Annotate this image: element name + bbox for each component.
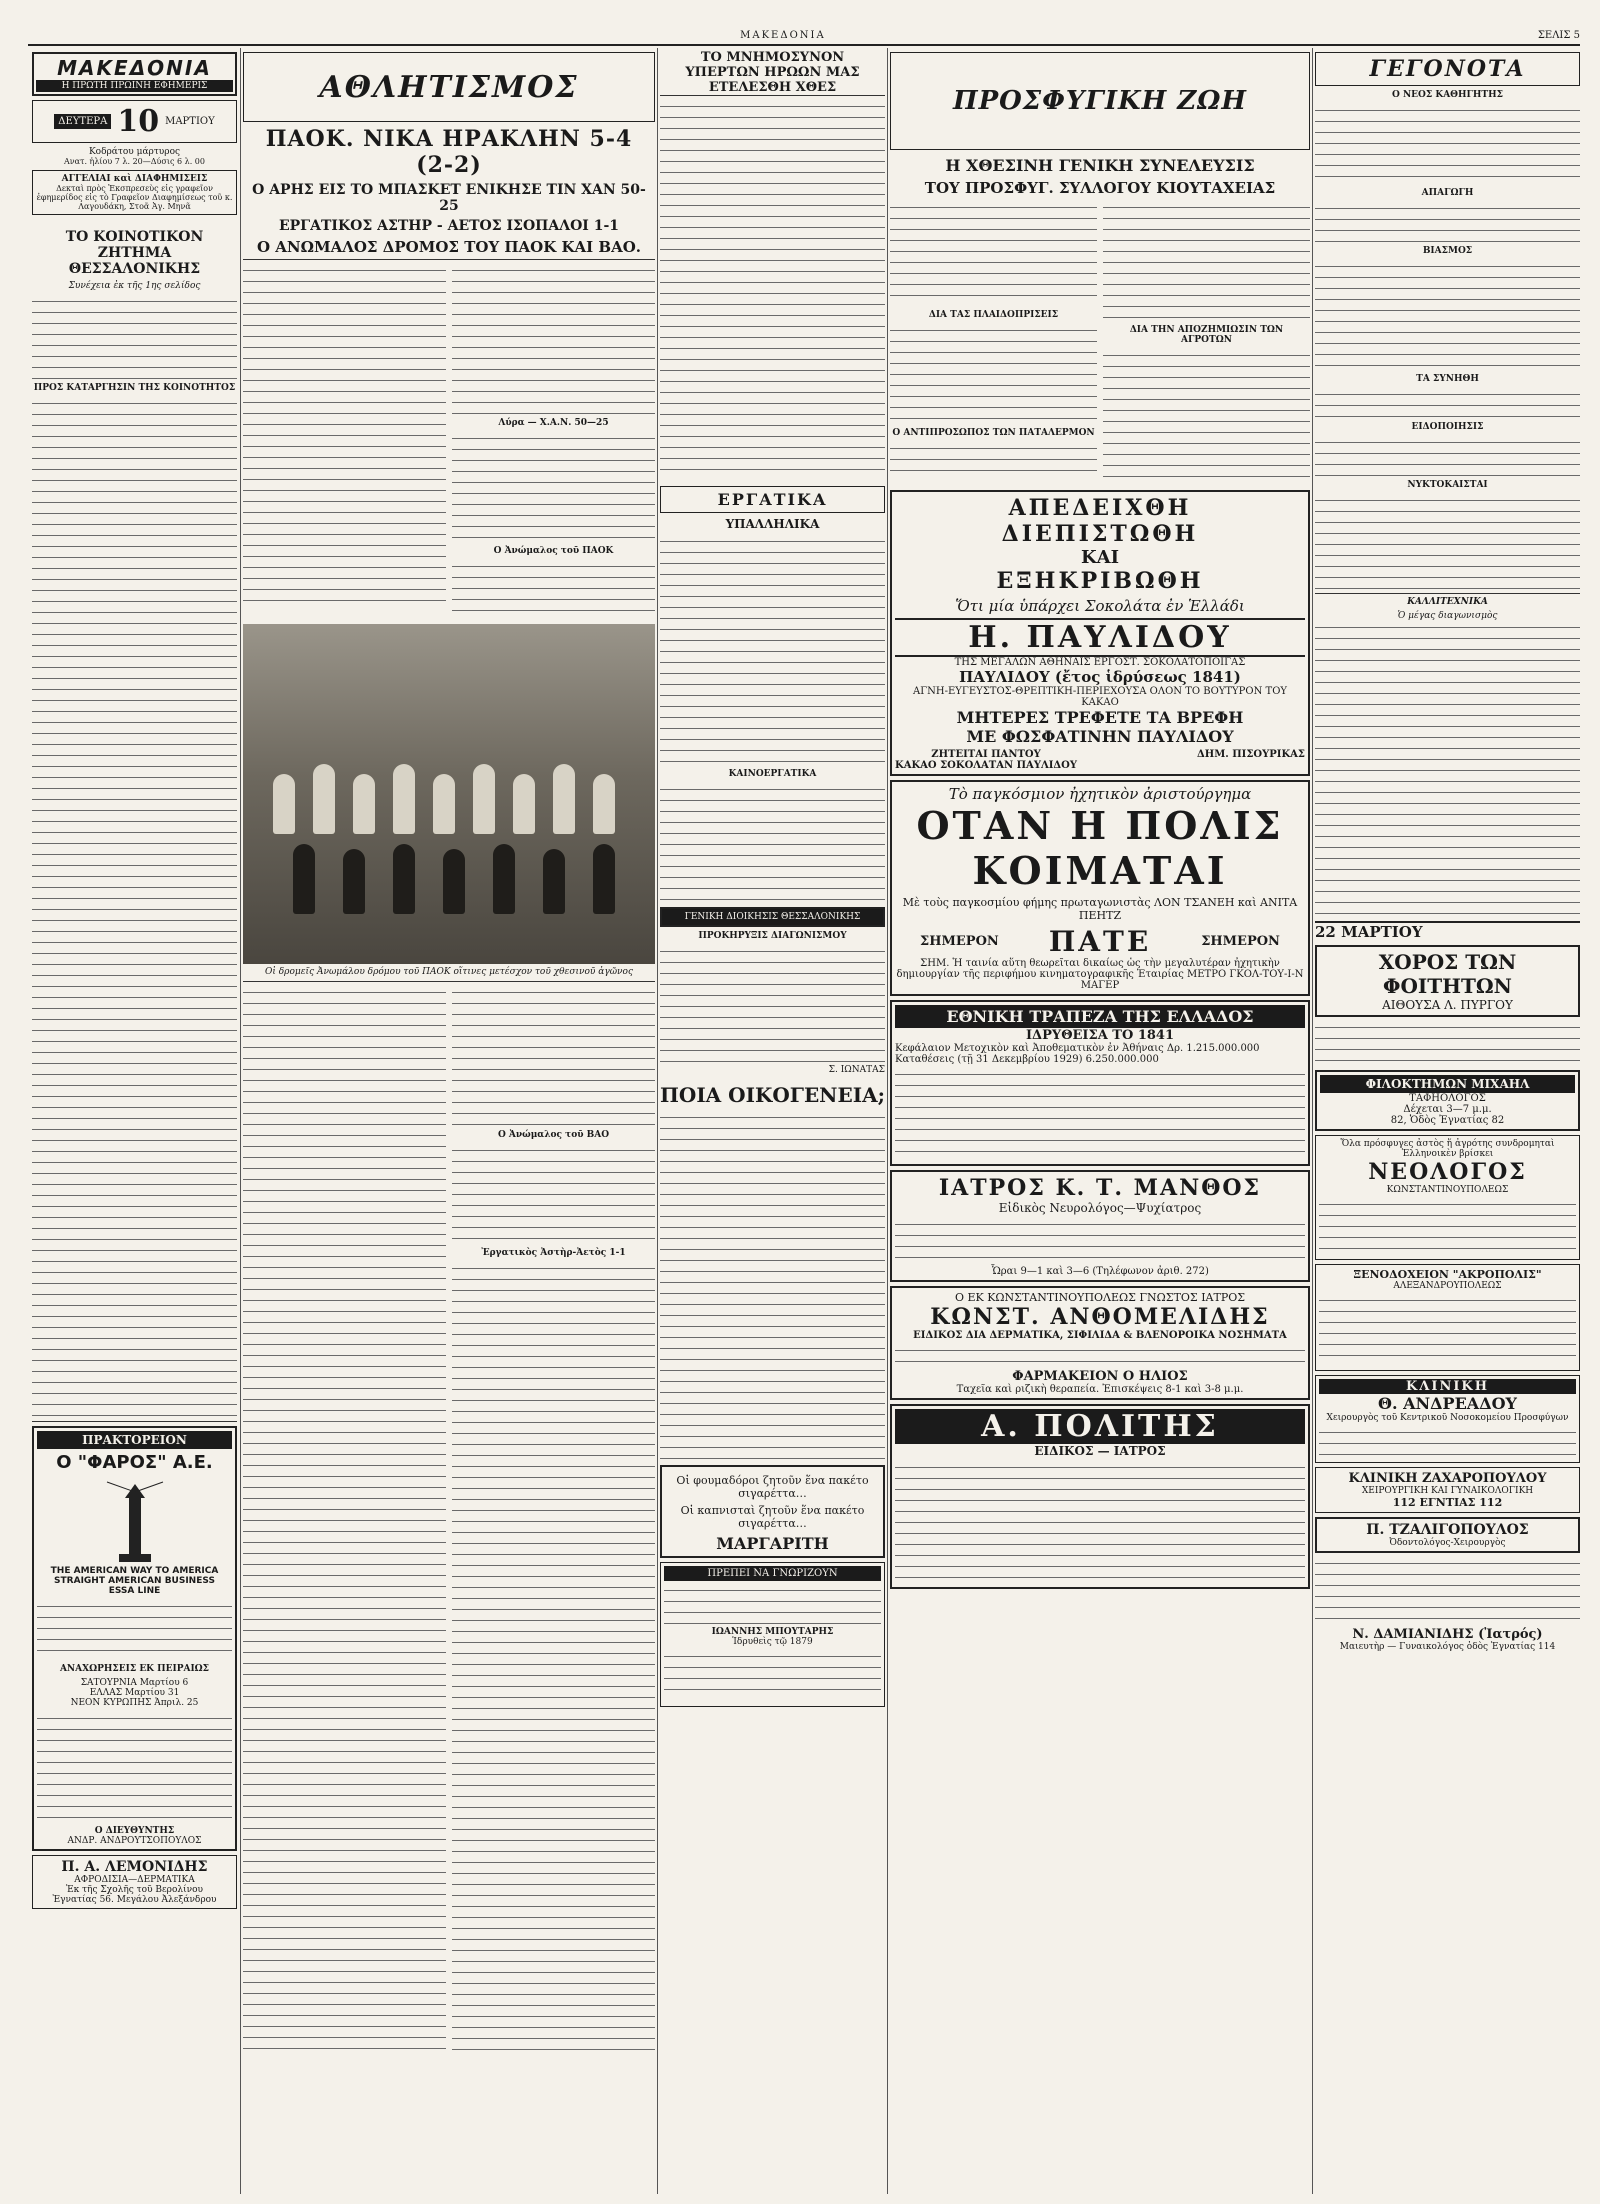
doctor-manthos-specialty: Εἰδικὸς Νευρολόγος—Ψυχίατρος <box>998 1201 1202 1215</box>
column-3 <box>660 48 885 2194</box>
agency-ad <box>32 1426 237 1851</box>
chocolate-ad-line: ΜΕ ΦΩΣΦΑΤΙΝΗΝ ΠΑΥΛΙΔΟΥ <box>966 727 1234 746</box>
doctor-anthomelidis-ad <box>890 1286 1310 1400</box>
neologos-intro: Ὅλα πρόσφυγες ἀστὸς ἥ ἀγρότης συνδρομηταὶ Ἑλληνοικὲν βρίσκει <box>1340 1139 1555 1159</box>
agency-ad-name: Ο "ΦΑΡΟΣ" Α.Ε. <box>56 1452 213 1473</box>
date-number: 10 <box>117 104 160 139</box>
memorial-title: ΥΠΕΡΤΩΝ ΗΡΩΩΝ ΜΑΣ <box>685 65 860 80</box>
doctor-manthos-hours: Ὧραι 9—1 καὶ 3—6 (Τηλέφωνον ἀριθ. 272) <box>991 1266 1209 1277</box>
masthead-subtitle: Η ΠΡΩΤΗ ΠΡΩΙΝΗ ΕΦΗΜΕΡΙΣ <box>36 80 233 92</box>
chocolate-ad-line: ΑΓΝΗ-ΕΥΓΕΥΣΤΟΣ-ΘΡΕΠΤΙΚΗ-ΠΕΡΙΕΧΟΥΣΑ ΟΛΟΝ ΤΟ ΒΟΥΤΥΡΟΝ ΤΟΥ ΚΑΚΑΟ <box>912 686 1287 708</box>
notice-signature: Σ. ΙΩΝΑΤΑΣ <box>828 1065 885 1075</box>
divider <box>243 981 655 982</box>
film-title: ΟΤΑΝ Η ΠΟΛΙΣ <box>916 803 1284 848</box>
headline-anomalos: Ο ΑΝΩΜΑΛΟΣ ΔΡΟΜΟΣ ΤΟΥ ΠΑΟΚ ΚΑΙ ΒΑΟ. <box>243 238 655 260</box>
date-box <box>32 100 237 143</box>
dance-date: 22 ΜΑΡΤΙΟΥ <box>1315 921 1580 941</box>
agency-ad-text <box>37 1600 232 1660</box>
doctor-politis-ad <box>890 1404 1310 1589</box>
dance-venue: ΑΙΘΟΥΣΑ Λ. ΠΥΡΓΟΥ <box>1382 998 1513 1012</box>
runner-figure <box>313 764 335 834</box>
director-label: Ο ΔΙΕΥΘΥΝΤΗΣ <box>94 1826 175 1836</box>
sports-section-title: ΑΘΛΗΤΙΣΜΟΣ <box>319 69 579 105</box>
column-2 <box>243 48 655 2194</box>
events-subhead: Ο ΝΕΟΣ ΚΑΘΗΓΗΤΗΣ <box>1391 90 1503 100</box>
events-subhead: ΝΥΚΤΟΚΑΙΣΤΑΙ <box>1407 480 1488 490</box>
date-saint: Κοδράτου μάρτυρος <box>88 147 181 157</box>
clinic2-ad <box>1315 1467 1580 1513</box>
lighthouse-icon <box>37 1476 232 1566</box>
agency-ad-title: ΠΡΑΚΤΟΡΕΙΟΝ <box>37 1431 232 1449</box>
dance-title: ΧΟΡΟΣ ΤΩΝ ΦΟΙΤΗΤΩΝ <box>1378 950 1517 998</box>
film-intro: Τὸ παγκόσμιον ἠχητικὸν ἀριστούργημα <box>948 785 1252 803</box>
ships-title: ΑΝΑΧΩΡΗΣΕΙΣ ΕΚ ΠΕΙΡΑΙΩΣ <box>59 1664 210 1674</box>
arts-subtitle: Ὁ μέγας διαγωνισμὸς <box>1397 611 1498 621</box>
events-subhead: ΤΑ ΣΥΝΗΘΗ <box>1416 374 1479 384</box>
doctor-manthos-ad <box>890 1170 1310 1282</box>
subhead-farmers: ΔΙΑ ΤΗΝ ΑΠΟΖΗΜΙΩΣΙΝ ΤΩΝ ΑΓΡΟΤΩΝ <box>1129 325 1284 345</box>
article-body-text <box>1315 388 1580 418</box>
article-body-text <box>32 295 237 379</box>
doctor-politis-name: Α. ΠΟΛΙΤΗΣ <box>895 1409 1305 1444</box>
article-body-text <box>1315 436 1580 476</box>
cigarette-ad <box>660 1465 885 1558</box>
article-body-text <box>1315 494 1580 589</box>
runner-figure <box>443 849 465 914</box>
events-subhead: ΕΙΔΟΠΟΙΗΣΙΣ <box>1411 422 1484 432</box>
refugee-section-title: ΠΡΟΣΦΥΓΙΚΗ ΖΩΗ <box>953 86 1247 116</box>
bank-capital: Κεφάλαιον Μετοχικὸν καὶ Ἀποθεματικὸν ἐν Ἀθήναις Δρ. 1.215.000.000 <box>895 1043 1260 1054</box>
chocolate-ad-text: Ὅτι μία ὑπάρχει Σοκολάτα ἐν Ἑλλάδι <box>955 597 1245 615</box>
article-body-text <box>32 397 237 1417</box>
article-body-text <box>452 264 655 414</box>
bank-text <box>895 1068 1305 1158</box>
runners-photo <box>243 624 655 964</box>
labour-subhead: ΚΑΙΝΟΕΡΓΑΤΙΚΑ <box>728 769 817 779</box>
doctor-politis-specialty: ΕΙΔΙΚΟΣ — ΙΑΤΡΟΣ <box>1034 1444 1166 1458</box>
photo-caption: Οἱ δρομεῖς Ἀνωμάλου δρόμου τοῦ ΠΑΟΚ οἵτινες μετέσχον τοῦ χθεσινοῦ ἀγῶνος <box>264 967 633 977</box>
neologos-title: ΝΕΟΛΟΓΟΣ <box>1368 1159 1527 1185</box>
score-line: Λύρα — Χ.Α.Ν. 50—25 <box>498 418 609 428</box>
headline-paok: ΠΑΟΚ. ΝΙΚΑ ΗΡΑΚΛΗΝ 5-4 (2-2) <box>265 126 633 178</box>
events-section-title: ΓΕΓΟΝΟΤΑ <box>1369 56 1526 82</box>
bank-year: ΙΔΡΥΘΕΙΣΑ ΤΟ 1841 <box>1025 1028 1175 1043</box>
clinic-ad <box>1315 1375 1580 1463</box>
agency-ad-slogan: ESSA LINE <box>108 1586 161 1596</box>
runner-figure <box>353 774 375 834</box>
neologos-ad <box>1315 1135 1580 1260</box>
doctor-school: Ἐκ τῆς Σχολῆς τοῦ Βερολίνου <box>66 1885 203 1895</box>
chocolate-ad-line: ΜΗΤΕΡΕΣ ΤΡΕΦΕΤΕ ΤΑ ΒΡΕΦΗ <box>956 708 1244 727</box>
column-4 <box>890 48 1310 2194</box>
subhead-vao-race: Ο Ἀνώμαλος τοῦ ΒΑΟ <box>497 1130 610 1140</box>
subhead-paok-race: Ο Ἀνώμαλος τοῦ ΠΑΟΚ <box>493 546 614 556</box>
date-sun: Ανατ. ἡλίου 7 λ. 20—Δύσις 6 λ. 00 <box>64 157 205 166</box>
chocolate-ad-line: ΖΗΤΕΙΤΑΙ ΠΑΝΤΟΥ <box>931 749 1041 760</box>
article-body-text <box>660 100 885 480</box>
events-subhead: ΚΑΛΛΙΤΕΧΝΙΚΑ <box>1315 593 1580 607</box>
clinic2-title: ΚΛΙΝΙΚΗ ΖΑΧΑΡΟΠΟΥΛΟΥ <box>1348 1471 1547 1486</box>
ads-notice-title: ΑΓΓΕΛΙΑΙ καὶ ΔΙΑΦΗΜΙΣΕΙΣ <box>61 174 208 184</box>
doctor-anthomelidis-specialty: ΕΙΔΙΚΟΣ ΔΙΑ ΔΕΡΜΑΤΙΚΑ, ΣΙΦΙΛΙΔΑ & ΒΛΕΝΟΡΟΙΚΑ ΝΟΣΗΜΑΤΑ <box>913 1330 1287 1341</box>
runner-figure <box>553 764 575 834</box>
article-body-text <box>452 986 655 1126</box>
clinic-text: Χειρουργὸς τοῦ Κεντρικοῦ Νοσοκομείου Προσφύγων <box>1326 1413 1569 1423</box>
article-subtitle: Συνέχεια ἐκ τῆς 1ης σελίδος <box>68 281 201 291</box>
article-body-text <box>1315 202 1580 242</box>
ships-line: ΣΑΤΟΥΡΝΙΑ Μαρτίου 6 <box>80 1678 189 1688</box>
article-body-text <box>890 442 1097 472</box>
article-body-text <box>452 1262 655 2052</box>
bank-ad <box>890 1000 1310 1166</box>
headline-aris: Ο ΑΡΗΣ ΕΙΣ ΤΟ ΜΠΑΣΚΕΤ ΕΝΙΚΗΣΕ ΤΙΝ ΧΑΝ 50-25 <box>252 182 646 214</box>
chocolate-ad-title: ΑΠΕΔΕΙΧΘΗ <box>1008 495 1192 521</box>
article-body-text <box>1315 1557 1580 1627</box>
runner-figure <box>393 764 415 834</box>
article-body-text <box>1315 260 1580 370</box>
hotel-ad <box>1315 1264 1580 1371</box>
ads-notice-box <box>32 170 237 215</box>
lawyer-address: 82, Ὁδὸς Ἐγνατίας 82 <box>1390 1115 1505 1126</box>
neologos-subtitle: ΚΩΝΣΤΑΝΤΙΝΟΥΠΟΛΕΩΣ <box>1386 1185 1509 1195</box>
date-day: ΔΕΥΤΕΡΑ <box>54 114 111 129</box>
runner-figure <box>593 774 615 834</box>
runner-figure <box>493 844 515 914</box>
clinic2-text: ΧΕΙΡΟΥΡΓΙΚΗ ΚΑΙ ΓΥΝΑΙΚΟΛΟΓΙΚΗ <box>1361 1486 1534 1496</box>
chocolate-ad-line: ΚΑΚΑΟ ΣΟΚΟΛΑΤΑΝ ΠΑΥΛΙΔΟΥ <box>895 760 1078 771</box>
column-rule <box>1312 48 1313 2194</box>
cigarette-ad-text: Οἱ φουμαδόροι ζητοῦν ἕνα πακέτο σιγαρέττα… <box>676 1474 869 1500</box>
clinic-doctor: Θ. ΑΝΔΡΕΑΔΟΥ <box>1378 1394 1517 1413</box>
runner-figure <box>273 774 295 834</box>
clinic-title: ΚΛΙΝΙΚΗ <box>1319 1379 1576 1394</box>
runner-figure <box>593 844 615 914</box>
doctor-damianidis-address: Μαιευτὴρ — Γυναικολόγος ὁδὸς Ἐγνατίας 114 <box>1339 1642 1556 1652</box>
chocolate-ad-title: ΔΙΕΠΙΣΤΩΘΗ <box>1001 521 1199 547</box>
article-title: ΤΟ ΚΟΙΝΟΤΙΚΟΝ ΖΗΤΗΜΑ ΘΕΣΣΑΛΟΝΙΚΗΣ <box>65 229 204 277</box>
bank-title: ΕΘΝΙΚΗ ΤΡΑΠΕΖΑ ΤΗΣ ΕΛΛΑΔΟΣ <box>895 1005 1305 1028</box>
article-body-text <box>890 324 1097 424</box>
must-know-title: ΠΡΕΠΕΙ ΝΑ ΓΝΩΡΙΖΟΥΝ <box>664 1566 881 1581</box>
chocolate-ad <box>890 490 1310 776</box>
refugee-section-logo <box>890 52 1310 150</box>
cigarette-brand: ΜΑΡΓΑΡΙΤΗ <box>716 1534 829 1553</box>
memorial-title: ΤΟ ΜΝΗΜΟΣΥΝΟΝ <box>700 50 845 65</box>
film-stars: Μὲ τοὺς παγκοσμίου φήμης πρωταγωνιστὰς ΛΟΝ ΤΣΑΝΕΗ καὶ ΑΝΙΤΑ ΠΕΗΤΖ <box>902 896 1298 922</box>
memorial-title: ΕΤΕΛΕΣΘΗ ΧΘΕΣ <box>660 80 885 96</box>
must-know-text <box>664 1650 881 1700</box>
must-know-year: Ἱδρυθεὶς τῷ 1879 <box>732 1637 813 1647</box>
events-subhead: ΒΙΑΣΜΟΣ <box>1422 246 1473 256</box>
subhead-complaints: ΔΙΑ ΤΑΣ ΠΛΑΙΔΟΠΡΙΣΕΙΣ <box>928 310 1059 320</box>
doctor-anthomelidis-intro: Ο ΕΚ ΚΩΝΣΤΑΝΤΙΝΟΥΠΟΛΕΩΣ ΓΝΩΣΤΟΣ ΙΑΤΡΟΣ <box>954 1291 1246 1304</box>
masthead-box <box>32 52 237 96</box>
hotel-subtitle: ΑΛΕΞΑΝΔΡΟΥΠΟΛΕΩΣ <box>1393 1281 1502 1291</box>
lawyer-hours: Δέχεται 3—7 μ.μ. <box>1403 1104 1492 1115</box>
dentist-name: Π. ΤΖΑΛΙΓΟΠΟΥΛΟΣ <box>1366 1522 1529 1538</box>
runner-figure <box>293 844 315 914</box>
article-body-text <box>890 201 1097 306</box>
labour-section-title: ΕΡΓΑΤΙΚΑ <box>717 490 828 509</box>
doctor-name: Π. Α. ΛΕΜΟΝΙΔΗΣ <box>61 1859 208 1875</box>
notice-header: ΓΕΝΙΚΗ ΔΙΟΙΚΗΣΙΣ ΘΕΣΣΑΛΟΝΙΚΗΣ <box>660 907 885 927</box>
column-rule <box>887 48 888 2194</box>
headline-assembly: Η ΧΘΕΣΙΝΗ ΓΕΝΙΚΗ ΣΥΝΕΛΕΥΣΙΣ <box>945 156 1255 175</box>
ads-notice-text: Δεκταὶ πρὸς Ἐκσπρεσεὺς εἰς γραφεῖον ἐφημερίδος εἰς τὸ Γραφεῖον Διαφημίσεως τοῦ κ. Λαγουδάκη, Στοᾶ Ἀγ. Μηνᾶ <box>36 184 233 211</box>
director-name: ΑΝΔΡ. ΑΝΔΡΟΥΤΣΟΠΟΥΛΟΣ <box>67 1836 202 1846</box>
article-body-text <box>1103 349 1310 484</box>
header-title: ΜΑΚΕΔΟΝΙΑ <box>740 30 826 41</box>
headline-assembly: ΤΟΥ ΠΡΟΣΦΥΓ. ΣΥΛΛΟΓΟΥ ΚΙΟΥΤΑΧΕΙΑΣ <box>924 179 1276 197</box>
doctor-address: Ἐγνατίας 56. Μεγάλου Ἀλεξάνδρου <box>52 1895 217 1905</box>
headline-ergatikos: ΕΡΓΑΤΙΚΟΣ ΑΣΤΗΡ - ΑΕΤΟΣ ΙΣΟΠΑΛΟΙ 1-1 <box>278 218 619 234</box>
runner-figure <box>393 844 415 914</box>
date-month: ΜΑΡΤΙΟΥ <box>165 116 215 127</box>
chocolate-brand: Η. ΠΑΥΛΙΔΟΥ <box>895 618 1305 657</box>
film-today: ΣΗΜΕΡΟΝ <box>920 934 999 949</box>
clinic-body-text <box>1319 1426 1576 1456</box>
pharmacy-name: ΦΑΡΜΑΚΕΙΟΝ Ο ΗΛΙΟΣ <box>1012 1369 1188 1384</box>
doctor-ad <box>32 1855 237 1909</box>
doctor-anthomelidis-text <box>895 1344 1305 1366</box>
article-body-text <box>1315 104 1580 184</box>
lawyer-name: ΦΙΛΟΚΤΗΜΩΝ ΜΙΧΑΗΛ <box>1320 1075 1575 1093</box>
runner-figure <box>433 774 455 834</box>
bank-deposits: Καταθέσεις (τῇ 31 Δεκεμβρίου 1929) 6.250.000.000 <box>895 1054 1159 1065</box>
header-page-number: ΣΕΛΙΣ 5 <box>1537 30 1580 41</box>
agency-ad-text <box>37 1712 232 1822</box>
doctor-damianidis-name: Ν. ΔΑΜΙΑΝΙΔΗΣ (Ἰατρός) <box>1352 1627 1543 1642</box>
article-body-text <box>660 535 885 765</box>
agency-ad-slogan: THE AMERICAN WAY TO AMERICA <box>50 1566 219 1576</box>
column-1 <box>32 48 237 2194</box>
doctor-anthomelidis-name: ΚΩΝΣΤ. ΑΝΘΟΜΕΛΙΔΗΣ <box>930 1304 1270 1330</box>
subhead-representative: Ο ΑΝΤΙΠΡΟΣΩΠΟΣ ΤΩΝ ΠΑΤΑΛΕΡΜΟΝ <box>892 428 1095 438</box>
labour-subtitle: ΥΠΑΛΛΗΛΙΚΑ <box>725 517 820 531</box>
lawyer-ad <box>1315 1070 1580 1131</box>
pharmacy-text: Ταχεῖα καὶ ριζικὴ θεραπεία. Ἐπισκέψεις 8-1 καὶ 3-8 μ.μ. <box>956 1384 1244 1395</box>
runner-figure <box>473 764 495 834</box>
page-header <box>28 30 1580 46</box>
film-today: ΣΗΜΕΡΟΝ <box>1201 934 1280 949</box>
dentist-specialty: Ὀδοντολόγος-Χειρουργὸς <box>1389 1538 1506 1548</box>
chocolate-ad-title: ΚΑΙ <box>1080 547 1120 568</box>
article-body-text <box>1103 201 1310 321</box>
chocolate-ad-line: ΠΑΥΛΙΔΟΥ (ἔτος ἱδρύσεως 1841) <box>959 668 1241 686</box>
doctor-specialty: ΑΦΡΟΔΙΣΙΑ—ΔΕΡΜΑΤΙΚΑ <box>74 1875 195 1885</box>
chocolate-ad-line: ΤΗΣ ΜΕΓΑΛΩΝ ΑΘΗΝΑΙΣ ΕΡΓΟΣΤ. ΣΟΚΟΛΑΤΟΠΟΙΓΑΣ <box>954 657 1246 668</box>
column-rule <box>657 48 658 2194</box>
article-body-text <box>1315 1021 1580 1066</box>
article-subhead: ΠΡΟΣ ΚΑΤΑΡΓΗΣΙΝ ΤΗΣ ΚΟΙΝΟΤΗΤΟΣ <box>33 383 236 393</box>
column-5 <box>1315 48 1580 2194</box>
film-ad <box>890 780 1310 996</box>
neologos-text <box>1319 1198 1576 1253</box>
doctor-manthos-name: ΙΑΤΡΟΣ Κ. Τ. ΜΑΝΘΟΣ <box>938 1175 1262 1201</box>
sports-section-logo <box>243 52 655 122</box>
clinic2-address: 112 ΕΓΝΤΙΑΣ 112 <box>1392 1496 1503 1509</box>
must-know-ad <box>660 1562 885 1707</box>
agency-ad-slogan: STRAIGHT AMERICAN BUSINESS <box>54 1576 215 1586</box>
article-body-text <box>452 1144 655 1244</box>
hotel-title: ΞΕΝΟΔΟΧΕΙΟΝ "ΑΚΡΟΠΟΛΙΣ" <box>1353 1268 1542 1281</box>
article-body-text <box>243 986 446 2056</box>
article-body-text <box>452 560 655 620</box>
headline-which-family: ΠΟΙΑ ΟΙΚΟΓΕΝΕΙΑ; <box>660 1083 885 1107</box>
notice-body-text <box>660 945 885 1065</box>
ships-line: ΝΕΟΝ ΚΥΡΩΠΗΣ Ἀπριλ. 25 <box>70 1698 199 1708</box>
chocolate-ad-title: ΕΞΗΚΡΙΒΩΘΗ <box>996 568 1204 594</box>
must-know-text <box>664 1584 881 1624</box>
runner-figure <box>513 774 535 834</box>
events-section-logo <box>1315 52 1580 86</box>
film-cinema: ΠΑΤΕ <box>1048 925 1152 958</box>
events-subhead: ΑΠΑΓΩΓΗ <box>1421 188 1474 198</box>
article-body-text <box>660 1111 885 1461</box>
divider <box>32 1421 237 1422</box>
masthead-title: ΜΑΚΕΔΟΝΙΑ <box>57 56 212 80</box>
article-body-text <box>452 432 655 542</box>
chocolate-agent: ΔΗΜ. ΠΙΣΟΥΡΙΚΑΣ <box>1197 749 1305 760</box>
dentist-ad <box>1315 1517 1580 1553</box>
must-know-name: ΙΩΑΝΝΗΣ ΜΠΟΥΤΑΡΗΣ <box>711 1627 834 1637</box>
article-body-text <box>243 264 446 609</box>
film-note: ΣΗΜ. Ἡ ταινία αὕτη θεωρεῖται δικαίως ὡς τὴν μεγαλυτέραν ἠχητικὴν δημιουργίαν τῆς περιφήμου κινηματογραφικῆς Ἑταιρίας ΜΕΤΡΟ ΓΚΟΛ-ΤΟΥ-Ι-Ν ΜΑΓΕΡ <box>896 958 1304 991</box>
article-body-text <box>660 783 885 903</box>
notice-title: ΠΡΟΚΗΡΥΞΙΣ ΔΙΑΓΩΝΙΣΜΟΥ <box>698 931 847 941</box>
doctor-politis-text <box>895 1461 1305 1581</box>
runner-figure <box>543 849 565 914</box>
dance-ad <box>1315 945 1580 1017</box>
hotel-text <box>1319 1294 1576 1364</box>
ships-line: ΕΛΛΑΣ Μαρτίου 31 <box>89 1688 180 1698</box>
article-body-text <box>1315 621 1580 921</box>
doctor-manthos-text <box>895 1218 1305 1263</box>
labour-section-box <box>660 486 885 513</box>
lawyer-role: ΤΑΦΗΟΛΟΓΟΣ <box>1409 1093 1486 1104</box>
subhead-ergatikos: Ἐργατικὸς Ἀστὴρ-Ἀετὸς 1-1 <box>481 1248 626 1258</box>
film-title: ΚΟΙΜΑΤΑΙ <box>972 848 1228 893</box>
cigarette-ad-text: Οἱ καπνισταὶ ζητοῦν ἕνα πακέτο σιγαρέττα… <box>680 1504 865 1530</box>
column-rule <box>240 48 241 2194</box>
runner-figure <box>343 849 365 914</box>
